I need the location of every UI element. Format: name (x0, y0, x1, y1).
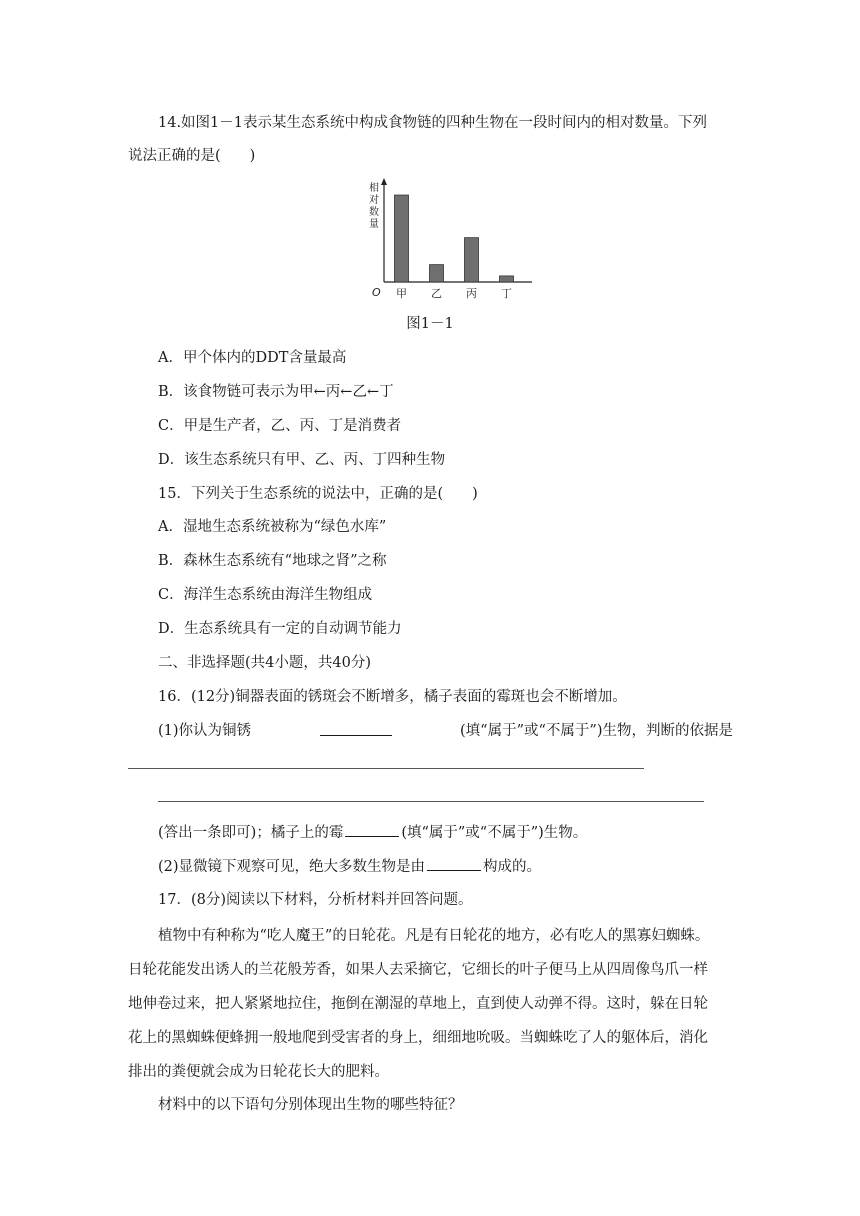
figure-caption: 图1－1 (406, 316, 454, 332)
x-tick-label: 甲 (396, 287, 407, 300)
y-axis-label-char: 相 (369, 183, 379, 194)
q15-option-b: B．森林生态系统有“地球之肾”之称 (158, 553, 387, 569)
q17-stem: 17．(8分)阅读以下材料，分析材料并回答问题。 (158, 892, 473, 908)
q17-question: 材料中的以下语句分别体现出生物的哪些特征？ (158, 1097, 463, 1113)
q16-part1-line3 (158, 822, 587, 843)
bar-chart (362, 176, 532, 306)
q16-part1-post: (填“属于”或“不属于”)生物，判断的依据是 (460, 723, 733, 739)
bar (465, 238, 479, 282)
q17-paragraph-line5: 排出的粪便就会成为日轮花长大的肥料。 (128, 1064, 389, 1080)
answer-line-1[interactable] (128, 768, 644, 769)
answer-blank-mold[interactable] (345, 822, 399, 837)
q15-option-a: A．湿地生态系统被称为“绿色水库” (158, 519, 387, 535)
y-axis-label-char: 数 (369, 207, 379, 218)
y-axis-arrow (381, 178, 387, 185)
q14-option-b: B．该食物链可表示为甲←丙←乙←丁 (158, 384, 394, 400)
answer-blank-cells[interactable] (427, 856, 481, 871)
q15-option-d: D．生态系统具有一定的自动调节能力 (158, 621, 402, 637)
y-axis-label-char: 量 (369, 219, 379, 230)
x-tick-label: 乙 (431, 287, 442, 300)
x-tick-label: 丙 (466, 287, 477, 300)
q14-option-d: D．该生态系统只有甲、乙、丙、丁四种生物 (158, 452, 446, 468)
q17-paragraph-line2: 日轮花能发出诱人的兰花般芳香，如果人去采摘它，它细长的叶子便马上从四周像鸟爪一样 (128, 962, 708, 978)
x-tick-label: 丁 (501, 287, 512, 300)
q17-paragraph-line4: 花上的黑蜘蛛便蜂拥一般地爬到受害者的身上，细细地吮吸。当蜘蛛吃了人的躯体后，消化 (128, 1030, 708, 1046)
q16-part1-line3-post: (填“属于”或“不属于”)生物。 (401, 825, 588, 841)
bar (395, 195, 409, 282)
q16-part1-line3-pre: (答出一条即可)；橘子上的霉 (158, 825, 344, 841)
answer-line-2[interactable] (158, 801, 704, 802)
section-heading: 二、非选择题(共4小题，共40分) (158, 655, 371, 671)
origin-label: O (372, 286, 381, 299)
q14-option-a: A．甲个体内的DDT含量最高 (158, 350, 347, 366)
q17-paragraph-line3: 地伸卷过来，把人紧紧地拉住，拖倒在潮湿的草地上，直到使人动弹不得。这时，躲在日轮 (128, 996, 708, 1012)
y-axis-label-char: 对 (369, 195, 379, 206)
q16-part2-post: 构成的。 (483, 859, 542, 875)
q16-part2-line (158, 856, 541, 877)
q14-option-c: C．甲是生产者，乙、丙、丁是消费者 (158, 418, 402, 434)
q14-stem-line2: 说法正确的是( ) (128, 148, 256, 164)
answer-blank-copper-rust[interactable] (320, 721, 392, 736)
q16-stem: 16．(12分)铜器表面的锈斑会不断增多，橘子表面的霉斑也会不断增加。 (158, 689, 627, 705)
q17-paragraph-line1: 植物中有种称为“吃人魔王”的日轮花。凡是有日轮花的地方，必有吃人的黑寡妇蜘蛛。 (158, 928, 710, 944)
q16-part1-pre: (1)你认为铜锈 (158, 723, 252, 739)
q16-part2-pre: (2)显微镜下观察可见，绝大多数生物是由 (158, 859, 426, 875)
q15-stem: 15．下列关于生态系统的说法中，正确的是( ) (158, 486, 478, 502)
bar (430, 265, 444, 282)
q15-option-c: C．海洋生态系统由海洋生物组成 (158, 587, 373, 603)
q14-stem-line1: 14.如图1－1表示某生态系统中构成食物链的四种生物在一段时间内的相对数量。下列 (158, 115, 708, 131)
q16-part1-line (158, 721, 733, 741)
bar (500, 276, 514, 282)
